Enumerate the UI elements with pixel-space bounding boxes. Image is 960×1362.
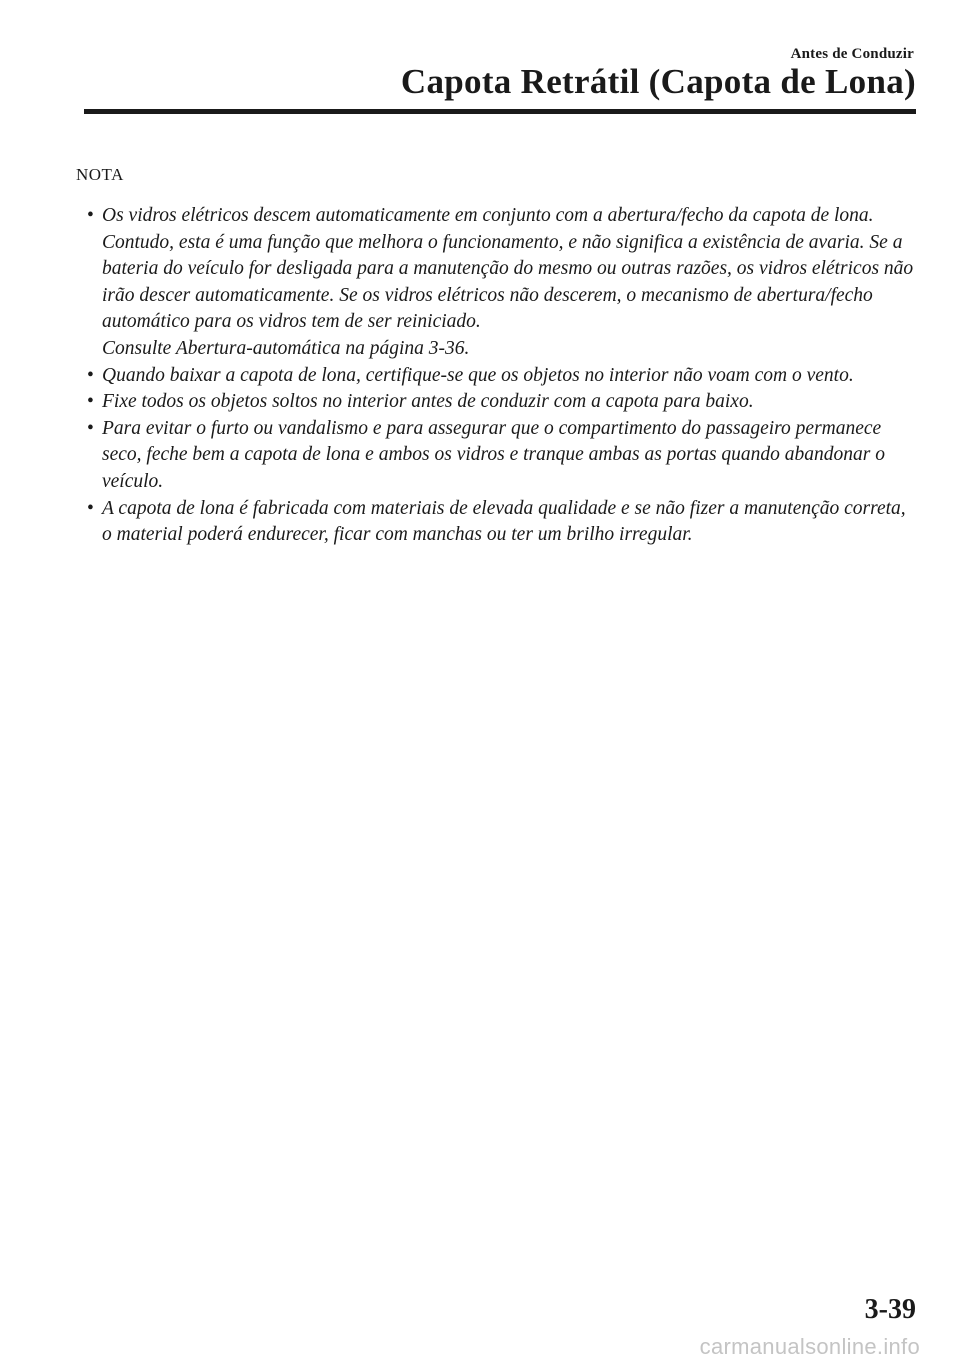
note-item-reference: Consulte Abertura-automática na página 3-36. [102,337,470,359]
page-title: Capota Retrátil (Capota de Lona) [400,62,916,101]
note-item [84,496,916,549]
note-item [84,363,916,390]
header-divider [84,109,916,114]
bullet-icon: • [87,391,94,413]
page-number: 3-39 [864,1294,916,1325]
note-item-text: Para evitar o furto ou vandalismo e para assegurar que o compartimento do passageiro permanece seco, feche bem a capota de lona e ambos os vidros e tranque ambas as portas quando abandonar o veículo. [102,417,885,492]
note-item-text: Fixe todos os objetos soltos no interior antes de conduzir com a capota para baixo. [102,391,754,413]
bullet-icon: • [87,205,94,226]
bullet-icon: • [87,417,94,439]
note-list [84,203,916,549]
bullet-icon: • [87,364,94,386]
note-item [84,389,916,416]
bullet-icon: • [87,497,94,519]
watermark: carmanualsonline.info [699,1334,920,1359]
section-heading: Antes de Conduzir [790,46,914,62]
note-item [84,416,916,496]
note-item-text: A capota de lona é fabricada com materiais de elevada qualidade e se não fizer a manutenção correta, o material poderá endurecer, ficar com manchas ou ter um brilho irregular. [102,497,906,546]
note-label: NOTA [76,165,124,184]
note-item-text: Os vidros elétricos descem automaticamente em conjunto com a abertura/fecho da capota de lona. Contudo, esta é uma função que melhora o funcionamento, e não significa a existência de avaria. Se a bateria do veículo for desligada para a manutenção do mesmo ou outras razões, os vidros elétricos não irão descer automaticamente. Se os vidros elétricos não descerem, o mecanismo de abertura/fecho automático para os vidros tem de ser reiniciado. [102,205,914,333]
note-item [84,203,916,363]
note-item-text: Quando baixar a capota de lona, certifique-se que os objetos no interior não voam com o vento. [102,364,854,386]
